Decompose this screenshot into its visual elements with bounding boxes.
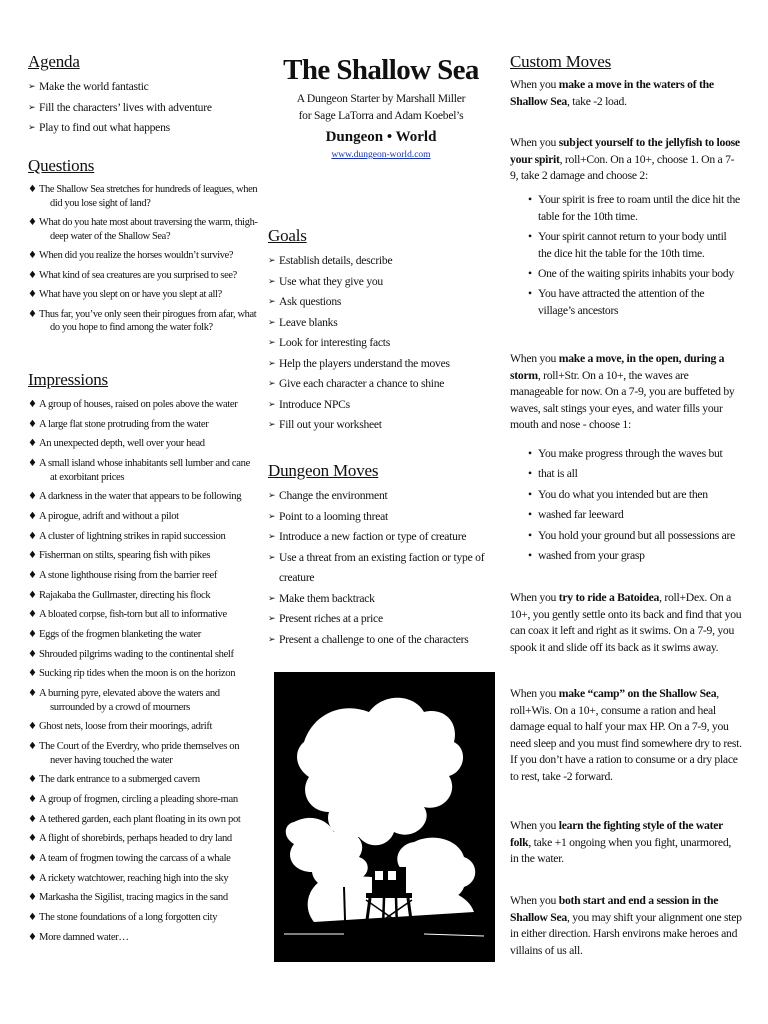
impression-item (28, 720, 258, 734)
custom-moves-heading: Custom Moves (510, 52, 612, 71)
list-item (268, 313, 450, 334)
question-item-text: ♦ What kind of sea creatures are you surprised to see? (39, 269, 237, 281)
question-item (28, 249, 258, 263)
option-item (510, 192, 742, 225)
option-item-text: You have attracted the attention of the village’s ancestors (538, 287, 705, 317)
move-text: When you (510, 352, 559, 365)
list-item-text: Use a threat from an existing faction or type of creature (279, 550, 485, 584)
impression-item-text: ♦ The dark entrance to a submerged cavern (39, 774, 200, 786)
impression-item (28, 549, 258, 563)
questions-heading: Questions (28, 156, 95, 175)
goals-heading: Goals (268, 226, 307, 245)
question-item (28, 183, 258, 210)
move-trigger: make a move, in the open, during a storm (510, 352, 725, 382)
list-item-text: Help the players understand the moves (279, 356, 450, 370)
jellyfish-options (510, 192, 742, 323)
move-text: When you (510, 591, 559, 604)
list-item (268, 507, 494, 528)
page-title: The Shallow Sea (283, 54, 479, 86)
list-item-text: Establish details, describe (279, 254, 393, 267)
impression-item-text: ♦ A bloated corpse, fish-torn but all to informative (39, 609, 227, 621)
impression-item-text: ♦ A small island whose inhabitants sell lumber and cane at exorbitant prices (39, 458, 250, 483)
list-item-text: Introduce NPCs (279, 397, 350, 411)
impression-item (28, 398, 258, 412)
list-item (268, 272, 450, 293)
impression-item (28, 832, 258, 846)
impression-item-text: ♦ An unexpected depth, well over your head (39, 438, 205, 450)
watchtower-icon (274, 672, 495, 962)
list-item-text: Present riches at a price (279, 612, 383, 625)
move-trigger: make “camp” on the Shallow Sea (558, 687, 717, 700)
impression-item-text: ♦ Rajakaba the Gullmaster, directing his flock (39, 589, 211, 601)
move-text: When you (510, 819, 559, 832)
option-item-text: One of the waiting spirits inhabits your body (538, 266, 734, 280)
list-item-text: Fill out your worksheet (279, 418, 382, 431)
move-text: When you (510, 687, 559, 700)
impression-item-text: ♦ A darkness in the water that appears to be following (39, 491, 242, 503)
move-trigger: learn the fighting style of the water folk (510, 819, 723, 849)
impression-item (28, 911, 258, 925)
impression-item-text: ♦ A pirogue, adrift and without a pilot (39, 510, 179, 522)
question-item (28, 288, 258, 302)
list-item (268, 395, 450, 416)
impression-item-text: ♦ A burning pyre, elevated above the waters and surrounded by a crowd of mourners (39, 688, 220, 713)
list-item (268, 527, 494, 548)
impression-item (28, 872, 258, 886)
move-text: When you (510, 78, 559, 91)
move-text: , roll+Wis. On a 10+, consume a ration and heal damage equal to half your max HP. On a 7-9, you need sleep and you must find somewhere dry to rest. If you don’t have a ration to consume or a dry place to rest, take -2 forward. (510, 687, 742, 783)
impression-item-text: ♦ A team of frogmen towing the carcass of a whale (39, 852, 231, 864)
impression-item (28, 490, 258, 504)
move-batoidea (510, 590, 742, 656)
impression-item-text: ♦ A large flat stone protruding from the water (39, 418, 209, 430)
question-item (28, 308, 258, 335)
option-item (510, 507, 742, 524)
question-item-text: ♦ The Shallow Sea stretches for hundreds of leagues, when did you lose sight of land? (39, 184, 258, 209)
move-trigger: make a move in the waters of the Shallow Sea (510, 78, 714, 108)
move-text: , you may shift your alignment one step in either direction. Harsh environs make heroes and villains of us all. (510, 910, 742, 957)
impression-item (28, 813, 258, 827)
impression-item (28, 510, 258, 524)
impression-item (28, 437, 258, 451)
storm-options (510, 446, 742, 568)
game-name: Dungeon • World (325, 129, 437, 145)
list-item (268, 415, 450, 436)
impression-item-text: ♦ A rickety watchtower, reaching high into the sky (39, 872, 229, 884)
move-alignment-shift (510, 893, 742, 959)
list-item-text: Present a challenge to one of the characters (279, 632, 469, 646)
list-item (268, 630, 494, 651)
impression-item (28, 589, 258, 603)
list-item (268, 333, 450, 354)
dungeon-moves-heading: Dungeon Moves (268, 461, 379, 480)
move-fighting-style (510, 818, 742, 868)
list-item-text: Ask questions (279, 295, 342, 308)
impression-item-text: ♦ Fisherman on stilts, spearing fish with pikes (39, 550, 211, 562)
impression-item-text: ♦ A flight of shorebirds, perhaps headed to dry land (39, 833, 232, 845)
move-storm (510, 351, 742, 434)
list-item-text: Make the world fantastic (39, 80, 149, 93)
list-item (268, 609, 494, 630)
list-item-text: Use what they give you (279, 274, 383, 288)
list-item (268, 548, 494, 589)
option-item (510, 487, 742, 504)
option-item-text: that is all (538, 467, 578, 481)
question-item-text: ♦ What have you slept on or have you slept at all? (39, 289, 222, 300)
question-item-text: ♦ Thus far, you’ve only seen their pirogues from afar, what do you hope to find among the water folk? (39, 308, 257, 333)
list-item (268, 292, 450, 313)
title-block (268, 52, 494, 162)
impression-item-text: ♦ More damned water… (39, 931, 129, 943)
move-trigger: try to ride a Batoidea (558, 591, 660, 604)
impression-item (28, 418, 258, 432)
impressions-heading: Impressions (28, 370, 108, 389)
list-item (268, 354, 450, 375)
dungeon-moves-list (268, 486, 494, 650)
list-item (268, 486, 494, 507)
option-item-text: You make progress through the waves but (538, 447, 723, 460)
option-item (510, 466, 742, 483)
questions-list (28, 183, 258, 341)
impression-item (28, 569, 258, 583)
impression-item-text: ♦ The stone foundations of a long forgotten city (39, 912, 218, 923)
list-item-text: Change the environment (279, 489, 388, 502)
impression-item (28, 628, 258, 642)
agenda-list (28, 77, 212, 139)
impression-item-text: ♦ A stone lighthouse rising from the barrier reef (39, 570, 218, 581)
question-item (28, 216, 258, 243)
goals-list (268, 251, 450, 436)
impression-item (28, 793, 258, 807)
list-item-text: Fill the characters’ lives with adventure (39, 100, 212, 114)
list-item-text: Point to a looming threat (279, 509, 389, 523)
option-item-text: You do what you intended but are then (538, 487, 708, 501)
impression-item (28, 648, 258, 662)
list-item (28, 77, 212, 98)
byline-2: for Sage LaTorra and Adam Koebel’s (298, 109, 464, 122)
move-text: , roll+Con. On a 10+, choose 1. On a 7-9, take 2 damage and choose 2: (510, 152, 735, 183)
byline-1: A Dungeon Starter by Marshall Miller (296, 92, 466, 105)
option-item (510, 528, 742, 545)
impression-item (28, 891, 258, 905)
move-text: , roll+Dex. On a 10+, you gently settle onto its back and find that you can coax it left and right as it swims. On a 7-9, you spook it and slide off its back as it swims away. (510, 591, 742, 654)
impression-item-text: ♦ A group of houses, raised on poles above the water (39, 399, 238, 410)
list-item-text: Look for interesting facts (279, 336, 391, 349)
impression-item-text: ♦ A group of frogmen, circling a pleading shore-man (39, 793, 238, 805)
question-item (28, 269, 258, 283)
move-text: , take -2 load. (567, 94, 627, 108)
move-jellyfish (510, 135, 742, 185)
list-item-text: Leave blanks (279, 315, 338, 329)
move-text: When you (510, 136, 559, 149)
list-item (268, 374, 450, 395)
option-item-text: You hold your ground but all possessions are (538, 528, 735, 542)
impression-item-text: ♦ Sucking rip tides when the moon is on the horizon (39, 668, 236, 680)
option-item (510, 286, 742, 319)
impression-item-text: ♦ Shrouded pilgrims wading to the continental shelf (39, 648, 234, 660)
list-item-text: Make them backtrack (279, 591, 375, 605)
list-item-text: Give each character a chance to shine (279, 377, 445, 390)
impression-item-text: ♦ A tethered garden, each plant floating in its own pot (39, 813, 241, 825)
question-item-text: ♦ What do you hate most about traversing the warm, thigh-deep water of the Shallow Sea? (39, 217, 258, 242)
list-item (268, 589, 494, 610)
impression-item-text: ♦ Ghost nets, loose from their moorings, adrift (39, 721, 213, 733)
option-item-text: washed from your grasp (538, 548, 645, 562)
option-item (510, 266, 742, 283)
impression-item (28, 687, 258, 714)
option-item (510, 229, 742, 262)
impression-item (28, 608, 258, 622)
impression-item-text: ♦ A cluster of lightning strikes in rapid succession (39, 530, 226, 542)
move-trigger: both start and end a session in the Shallow Sea (510, 894, 719, 924)
impression-item (28, 457, 258, 484)
list-item (28, 118, 212, 139)
list-item (28, 98, 212, 119)
move-text: When you (510, 894, 559, 907)
impression-item (28, 852, 258, 866)
move-trigger: subject yourself to the jellyfish to loose your spirit (510, 136, 740, 166)
move-text: , take +1 ongoing when you fight, unarmored, in the water. (510, 835, 732, 866)
option-item (510, 548, 742, 565)
option-item (510, 446, 742, 463)
shallow-sea-illustration (274, 672, 495, 962)
list-item-text: Play to find out what happens (39, 121, 170, 134)
agenda-heading: Agenda (28, 52, 80, 71)
move-shallow-sea-load (510, 77, 742, 110)
impression-item (28, 667, 258, 681)
option-item-text: Your spirit is free to roam until the dice hit the table for the 10th time. (538, 193, 740, 223)
list-item-text: Introduce a new faction or type of creature (279, 530, 467, 543)
question-item-text: ♦ When did you realize the horses wouldn’t survive? (39, 250, 234, 261)
impression-item-text: ♦ The Court of the Everdry, who pride themselves on never having touched the water (39, 741, 240, 766)
impression-item (28, 931, 258, 945)
impressions-list (28, 398, 258, 950)
impression-item (28, 530, 258, 544)
option-item-text: washed far leeward (538, 508, 624, 522)
move-text: , roll+Str. On a 10+, the waves are manageable for now. On a 7-9, you are buffeted by waves, salt stings your eyes, and water fills your mouth and nose - choose 1: (510, 368, 735, 432)
impression-item (28, 773, 258, 787)
website-link[interactable]: www.dungeon-world.com (331, 150, 431, 160)
list-item (268, 251, 450, 272)
move-camp (510, 686, 742, 786)
impression-item-text: ♦ Eggs of the frogmen blanketing the water (39, 629, 201, 641)
impression-item (28, 740, 258, 767)
option-item-text: Your spirit cannot return to your body until the dice hit the table for the 10th time. (538, 229, 727, 260)
impression-item-text: ♦ Markasha the Sigilist, tracing magics in the sand (39, 892, 228, 904)
